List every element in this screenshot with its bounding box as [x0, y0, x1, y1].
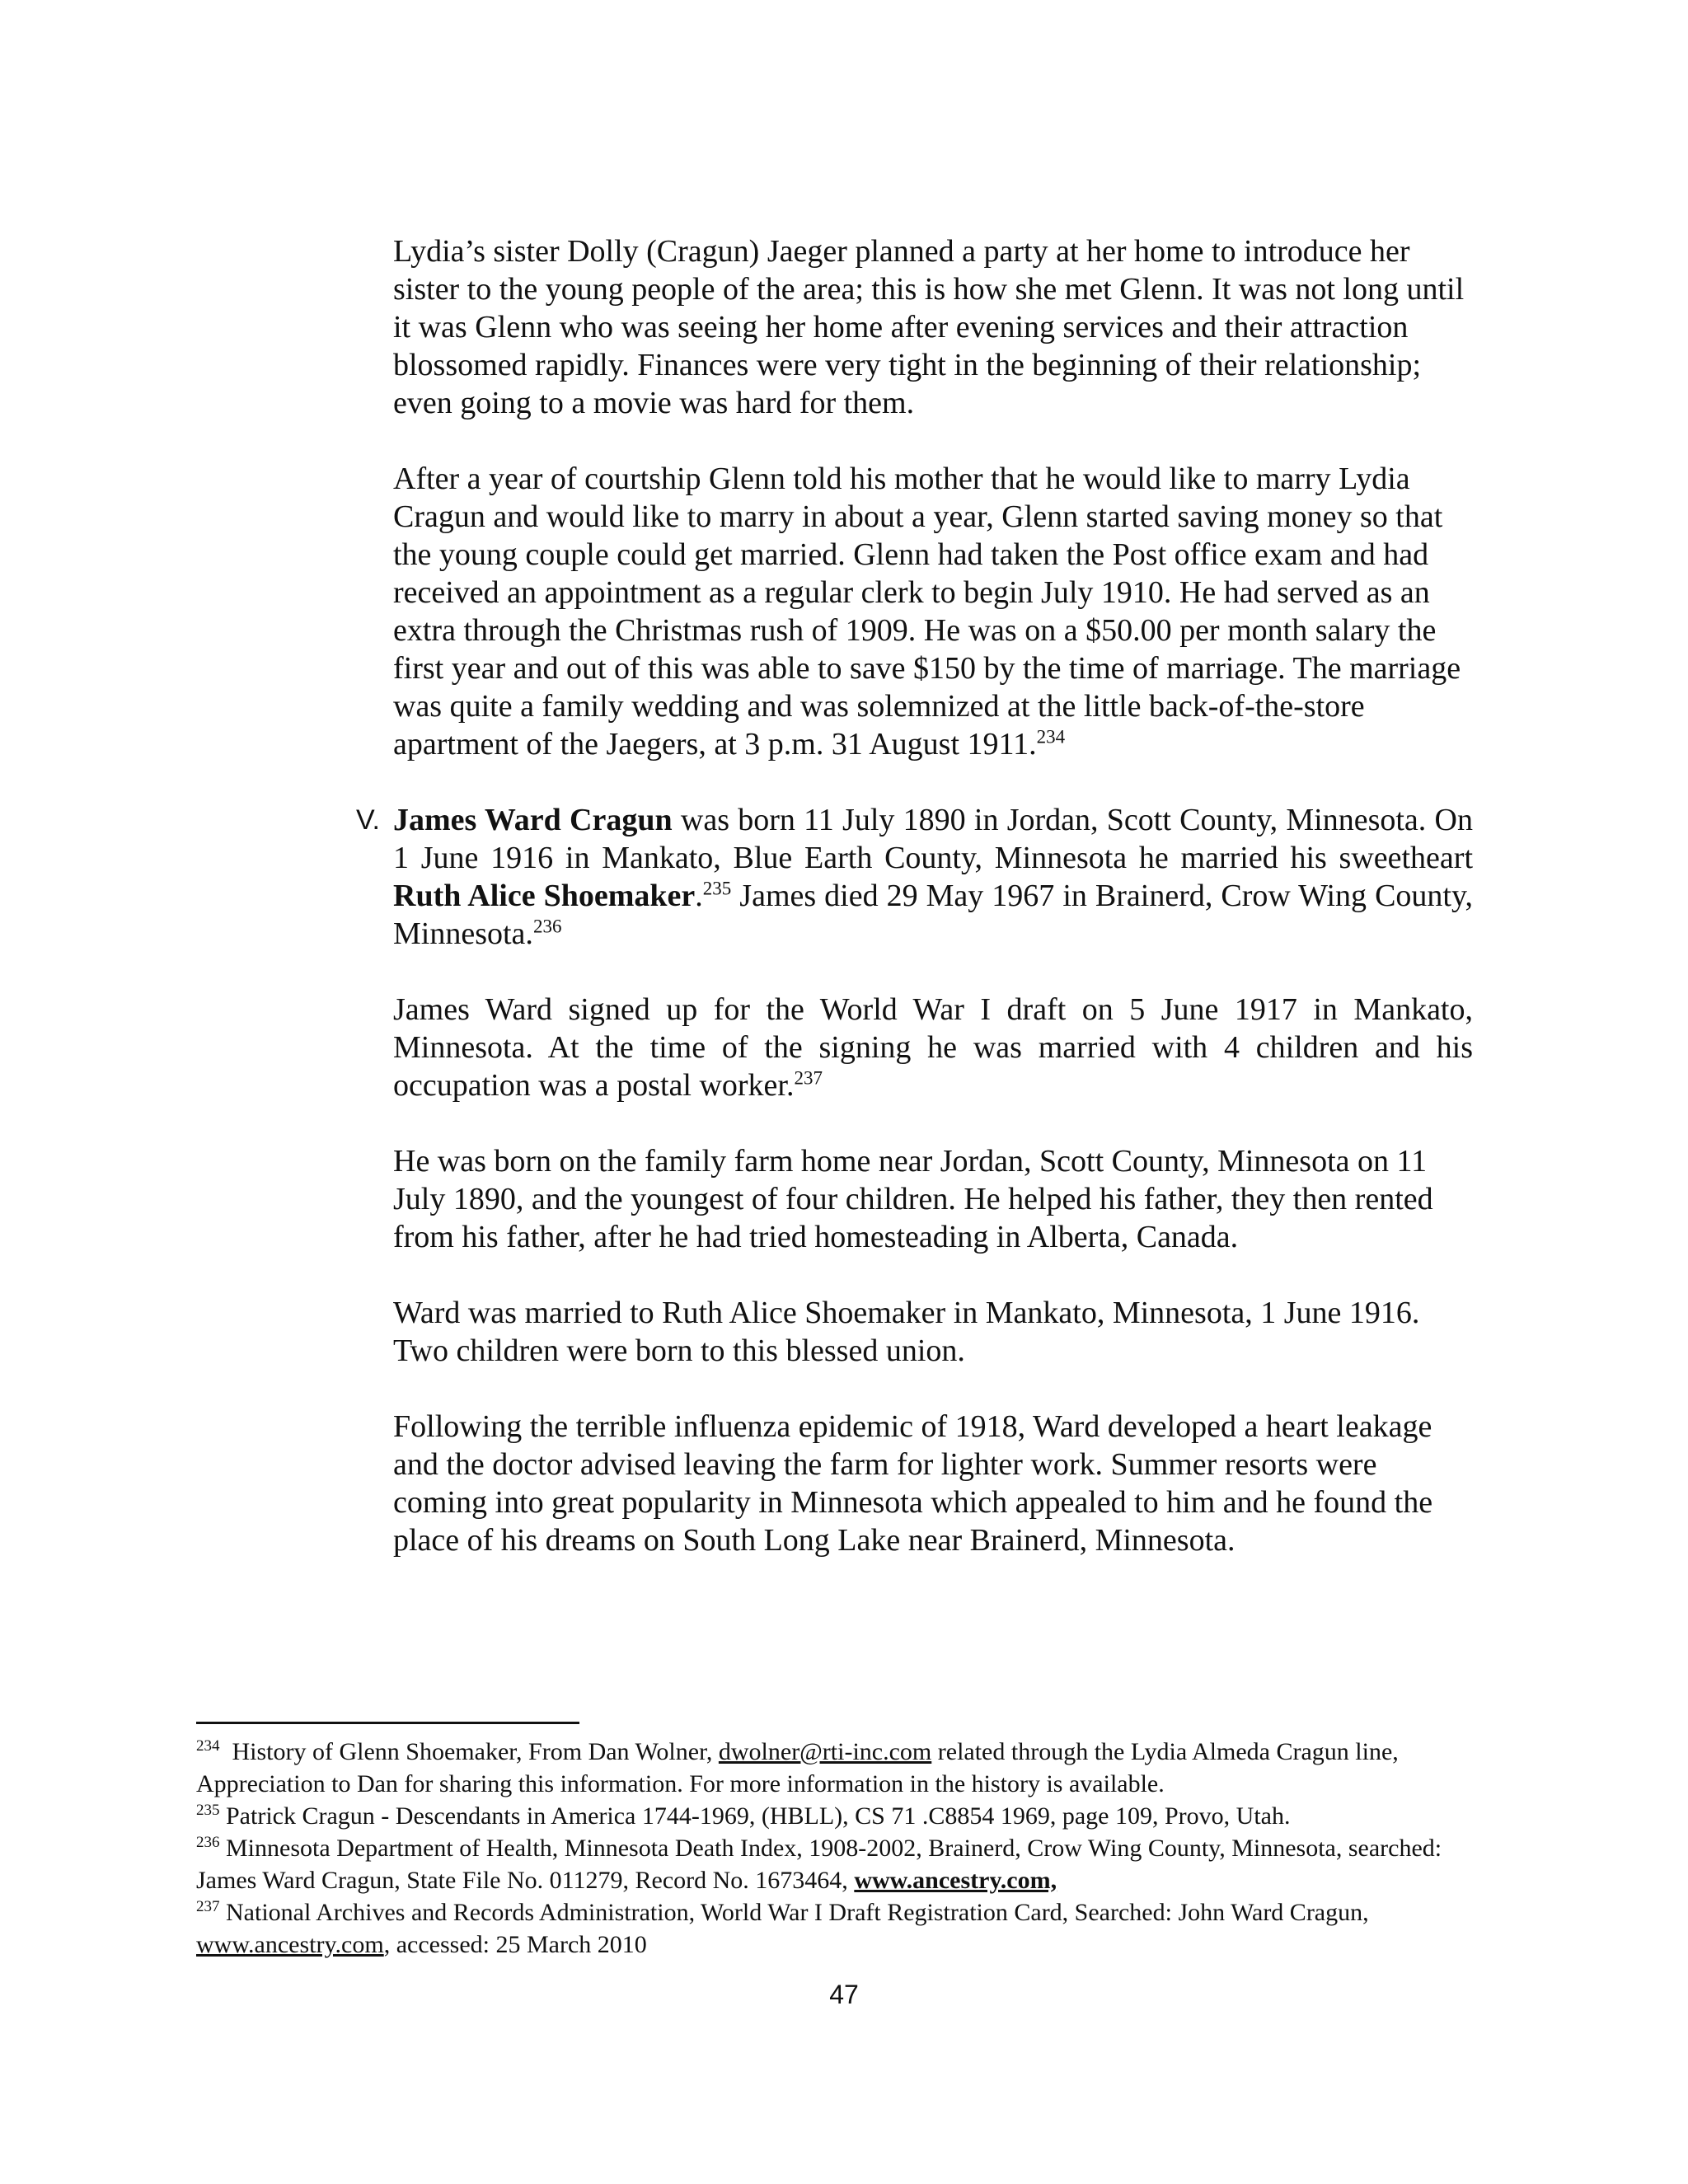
footnote-ref-235: 235	[702, 878, 732, 899]
numbered-entry-james-ward-cragun: V. James Ward Cragun was born 11 July 1890 in Jordan, Scott County, Minnesota. On 1 June 1916 in Mankato, Blue Earth County, Minnesota he married his sweetheart Ruth Alice Shoemaker.$^{235}$ James died 29 May 1967 in Brainerd, Crow Wing County, Minnesota.$^{236}$	[356, 803, 1474, 951]
ancestry-link[interactable]: www.ancestry.com	[196, 1931, 384, 1958]
footnote-separator	[196, 1722, 579, 1724]
footnote-234: $^{234}$ History of Glenn Shoemaker, From Dan Wolner, dwolner@rti-inc.com related through the Lydia Almeda Cragun line, Appreciation to Dan for sharing this information. For more information in the history is available.	[196, 1737, 1399, 1797]
footnote-ref-237: 237	[794, 1067, 823, 1089]
footnote-236: $^{236}$ Minnesota Department of Health, Minnesota Death Index, 1908-2002, Brainerd, Crow Wing County, Minnesota, searched: James Ward Cragun, State File No. 011279, Record No. 1673464, www.ancestry.com,	[196, 1834, 1442, 1894]
paragraph-courtship: After a year of courtship Glenn told his mother that he would like to marry Lydia Cragun and would like to marry in about a year, Glenn started saving money so that the young couple could get married. Glenn had taken the Post office exam and had received an appointment as a regular clerk to begin July 1910. He had served as an extra through the Christmas rush of 1909. He was on a $50.00 per month salary the first year and out of this was able to save $150 by the time of marriage. The marriage was quite a family wedding and was solemnized at the little back-of-the-store apartment of the Jaegers, at 3 p.m. 31 August 1911.$^{234}$	[393, 462, 1461, 762]
list-marker: V.	[356, 804, 381, 836]
spouse-name: Ruth Alice Shoemaker	[393, 879, 696, 913]
paragraph-party: Lydia’s sister Dolly (Cragun) Jaeger planned a party at her home to introduce her sister to the young people of the area; this is how she met Glenn. It was not long until it was Glenn who was seeing her home after evening services and their attraction blossomed rapidly. Finances were very tight in the beginning of their relationship; even going to a movie was hard for them.	[393, 234, 1465, 420]
main-text	[356, 232, 1474, 1559]
footnote-ref-234: 234	[1036, 726, 1066, 748]
footnote-ref-236: 236	[532, 916, 562, 937]
paragraph-draft: James Ward signed up for the World War I draft on 5 June 1917 in Mankato, Minnesota. At the time of the signing he was married with 4 children and his occupation was a postal worker.$^{237}$	[393, 992, 1473, 1103]
footnote-235: $^{235}$ Patrick Cragun - Descendants in America 1744-1969, (HBLL), CS 71 .C8854 1969, page 109, Provo, Utah.	[196, 1802, 1291, 1830]
paragraph-marriage: Ward was married to Ruth Alice Shoemaker in Mankato, Minnesota, 1 June 1916. Two children were born to this blessed union.	[393, 1296, 1420, 1368]
paragraph-birth: He was born on the family farm home near Jordan, Scott County, Minnesota on 11 July 1890, and the youngest of four children. He helped his father, they then rented from his father, after he had tried homesteading in Alberta, Canada.	[393, 1144, 1433, 1254]
email-link[interactable]: dwolner@rti-inc.com	[718, 1738, 932, 1765]
footnote-237: $^{237}$ National Archives and Records Administration, World War I Draft Registration Card, Searched: John Ward Cragun, www.ancestry.com, accessed: 25 March 2010	[196, 1898, 1369, 1958]
page-number: 47	[829, 1980, 859, 2009]
paragraph-influenza: Following the terrible influenza epidemic of 1918, Ward developed a heart leakage and the doctor advised leaving the farm for lighter work. Summer resorts were coming into great popularity in Minnesota which appealed to him and he found the place of his dreams on South Long Lake near Brainerd, Minnesota.	[393, 1409, 1433, 1558]
footnotes	[196, 1736, 1498, 1961]
person-name: James Ward Cragun	[393, 803, 673, 837]
ancestry-link[interactable]: www.ancestry.com,	[854, 1867, 1057, 1894]
